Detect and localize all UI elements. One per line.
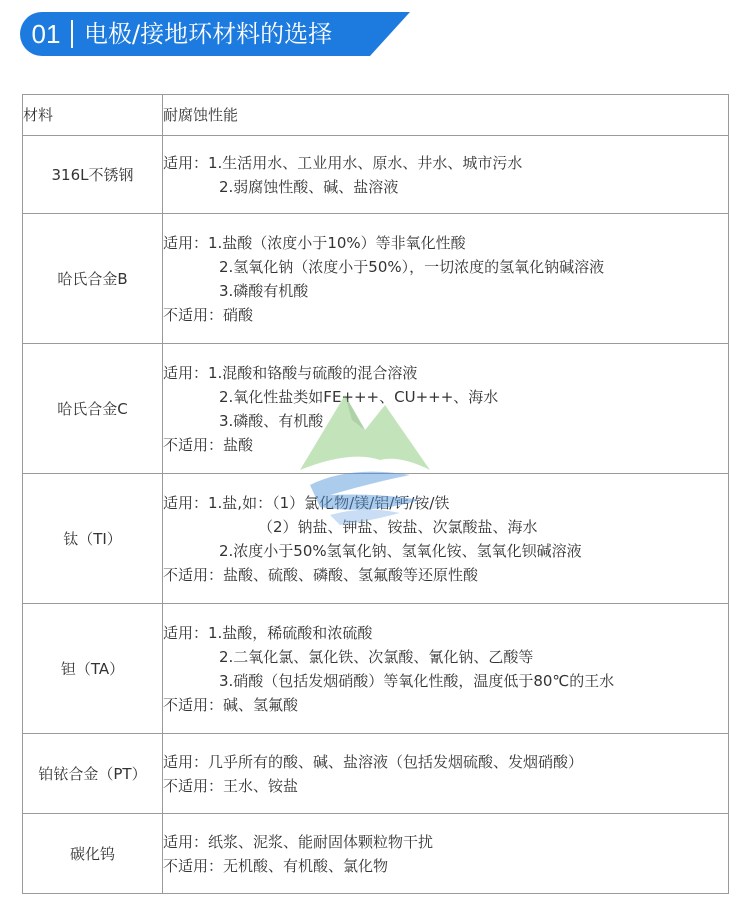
material-name-cell: 哈氏合金C <box>23 344 163 474</box>
corrosion-resistance-cell <box>163 604 729 734</box>
material-name-cell: 哈氏合金B <box>23 214 163 344</box>
resistance-line: 不适用：无机酸、有机酸、氯化物 <box>163 856 389 875</box>
section-title: 电极/接地环材料的选择 <box>84 20 333 48</box>
resistance-line: 不适用：王水、铵盐 <box>163 776 299 795</box>
resistance-line: 2.弱腐蚀性酸、碱、盐溶液 <box>219 177 399 196</box>
corrosion-resistance-cell <box>163 344 729 474</box>
resistance-line: 2.氢氧化钠（浓度小于50%），一切浓度的氢氧化钠碱溶液 <box>219 257 605 276</box>
resistance-line: 适用：1.混酸和铬酸与硫酸的混合溶液 <box>163 363 418 382</box>
corrosion-resistance-cell <box>163 474 729 604</box>
corrosion-resistance-cell <box>163 734 729 814</box>
material-name-cell: 钛（TI） <box>23 474 163 604</box>
resistance-line: 2.浓度小于50%氢氧化钠、氢氧化铵、氢氧化钡碱溶液 <box>219 541 582 560</box>
material-name-cell: 钽（TA） <box>23 604 163 734</box>
resistance-line: 3.硝酸（包括发烟硝酸）等氧化性酸，温度低于80℃的王水 <box>219 671 615 690</box>
resistance-line: 3.磷酸有机酸 <box>219 281 309 300</box>
watermark-logo <box>290 375 440 545</box>
resistance-line: 3.磷酸、有机酸 <box>219 411 324 430</box>
resistance-line: 适用：1.生活用水、工业用水、原水、井水、城市污水 <box>163 153 523 172</box>
resistance-line: 适用：几乎所有的酸、碱、盐溶液（包括发烟硫酸、发烟硝酸） <box>163 752 584 771</box>
resistance-line: 不适用：硝酸 <box>163 305 254 324</box>
table-header-row <box>23 95 729 136</box>
resistance-line: 适用：1.盐,如：（1）氯化物/镁/铝/钙/铵/铁 <box>163 493 450 512</box>
table-row <box>23 604 729 734</box>
corrosion-resistance-cell <box>163 814 729 894</box>
table-row <box>23 734 729 814</box>
resistance-line: 不适用：盐酸、硫酸、磷酸、氢氟酸等还原性酸 <box>163 565 479 584</box>
resistance-line: 2.氧化性盐类如FE+++、CU+++、海水 <box>219 387 499 406</box>
table-row <box>23 214 729 344</box>
resistance-line: 适用：1.盐酸，稀硫酸和浓硫酸 <box>163 623 373 642</box>
resistance-line: 2.二氧化氯、氯化铁、次氯酸、氰化钠、乙酸等 <box>219 647 534 666</box>
material-name-cell: 碳化钨 <box>23 814 163 894</box>
column-header-material: 材料 <box>23 95 163 136</box>
corrosion-resistance-cell <box>163 136 729 214</box>
table-row <box>23 136 729 214</box>
material-name-cell: 铂铱合金（PT） <box>23 734 163 814</box>
table-row <box>23 814 729 894</box>
resistance-line: （2）钠盐、钾盐、铵盐、次氯酸盐、海水 <box>258 517 538 536</box>
corrosion-resistance-cell <box>163 214 729 344</box>
column-header-corrosion: 耐腐蚀性能 <box>163 95 729 136</box>
section-number: 01 <box>31 19 61 49</box>
resistance-line: 不适用：盐酸 <box>163 435 254 454</box>
resistance-line: 适用：纸浆、泥浆、能耐固体颗粒物干扰 <box>163 832 434 851</box>
resistance-line: 不适用：碱、氢氟酸 <box>163 695 299 714</box>
section-banner <box>20 12 410 56</box>
resistance-line: 适用：1.盐酸（浓度小于10%）等非氧化性酸 <box>163 233 466 252</box>
material-name-cell: 316L不锈钢 <box>23 136 163 214</box>
